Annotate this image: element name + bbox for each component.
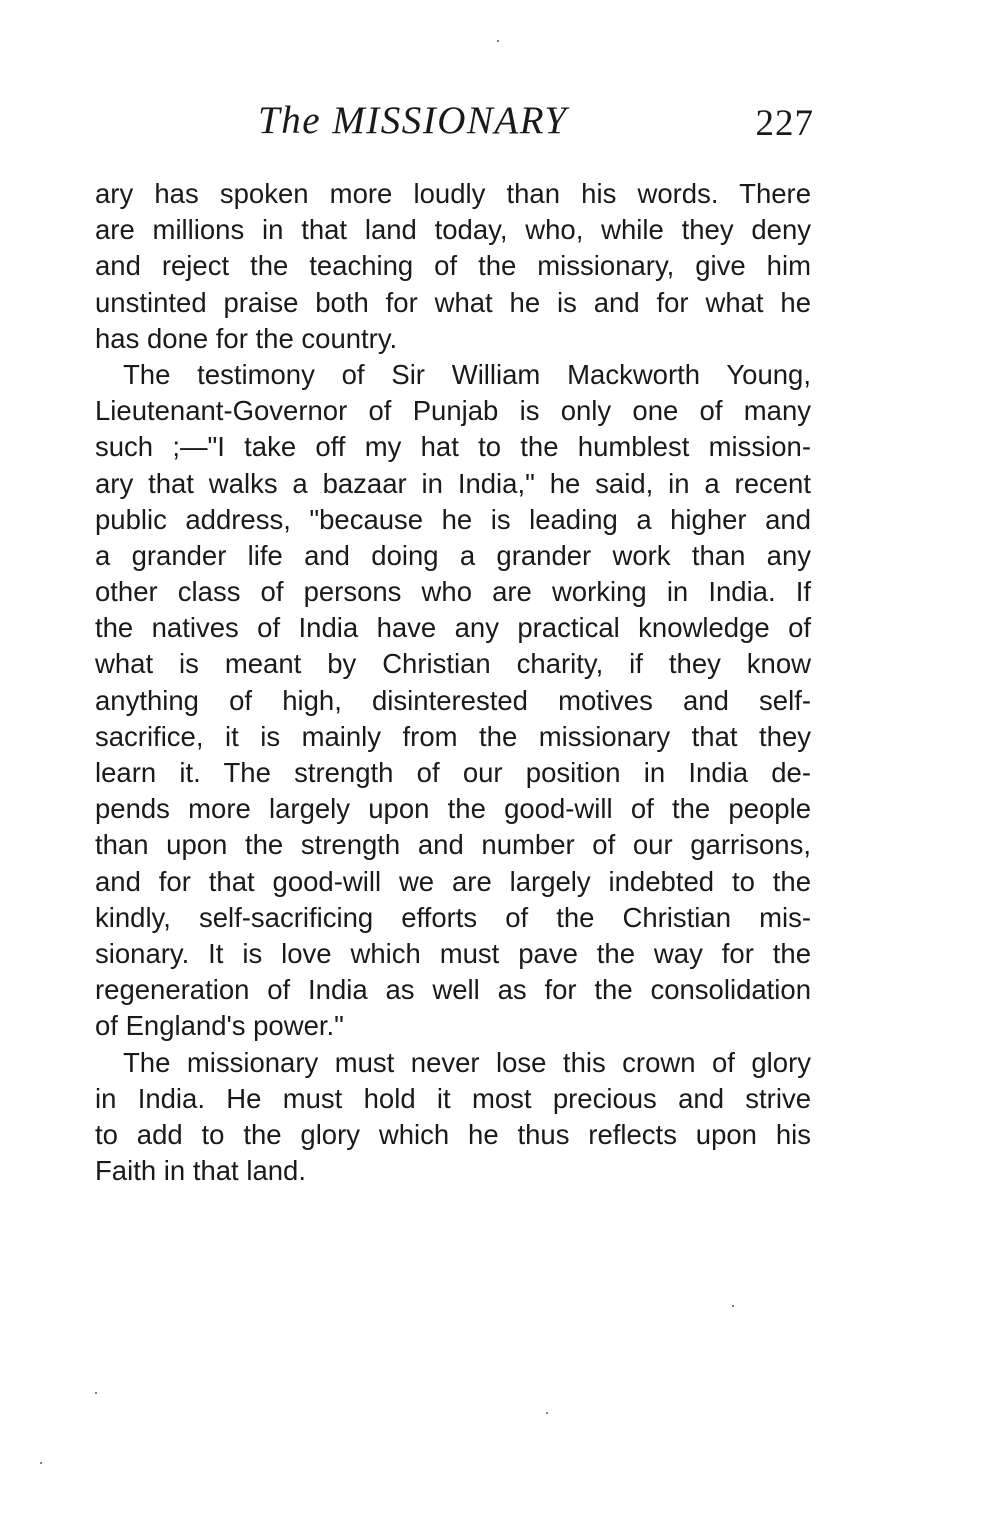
text-line: a grander life and doing a grander work than any: [95, 539, 811, 571]
text-line: and for that good-will we are largely indebted to the: [95, 865, 811, 897]
text-line: regeneration of India as well as for the consolidation: [95, 974, 811, 1006]
scan-speck: [497, 40, 499, 42]
page-number: 227: [755, 103, 814, 144]
text-line: Lieutenant-Governor of Punjab is only one of many: [95, 395, 811, 427]
scan-speck: [95, 1392, 97, 1394]
running-title: The MISSIONARY: [258, 99, 568, 142]
text-line: ary has spoken more loudly than his words. There: [95, 178, 811, 209]
text-line: The missionary must never lose this crown of glory: [123, 1046, 811, 1078]
text-line: of England's power.": [95, 1010, 344, 1042]
text-line: learn it. The strength of our position in India de-: [95, 757, 811, 788]
scan-speck: [732, 1305, 734, 1307]
text-line: Faith in that land.: [95, 1155, 306, 1187]
text-line: anything of high, disinterested motives and self-: [95, 684, 811, 716]
body-text: [95, 176, 811, 1189]
text-line: in India. He must hold it most precious and strive: [95, 1082, 811, 1114]
text-line: public address, "because he is leading a higher and: [95, 503, 811, 535]
paragraph-3: [95, 1045, 811, 1190]
text-line: to add to the glory which he thus reflects upon his: [95, 1118, 811, 1150]
text-line: kindly, self-sacrificing efforts of the Christian mis-: [95, 901, 811, 933]
text-line: sacrifice, it is mainly from the missionary that they: [95, 720, 811, 752]
paragraph-2: [95, 357, 811, 1045]
text-line: The testimony of Sir William Mackworth Young,: [123, 358, 811, 390]
text-line: ary that walks a bazaar in India," he said, in a recent: [95, 467, 811, 499]
text-line: the natives of India have any practical knowledge of: [95, 612, 811, 644]
text-line: pends more largely upon the good-will of the people: [95, 793, 811, 825]
running-head: [258, 98, 818, 158]
text-line: are millions in that land today, who, while they deny: [95, 214, 811, 246]
text-line: other class of persons who are working in India. If: [95, 576, 811, 608]
text-line: unstinted praise both for what he is and for what he: [95, 286, 811, 318]
text-line: than upon the strength and number of our garrisons,: [95, 829, 811, 861]
text-line: what is meant by Christian charity, if they know: [95, 648, 811, 680]
text-line: such ;—"I take off my hat to the humblest mission-: [95, 431, 811, 463]
scan-speck: [40, 1462, 42, 1464]
text-line: sionary. It is love which must pave the way for the: [95, 937, 811, 969]
scan-speck: [546, 1412, 548, 1414]
text-line: and reject the teaching of the missionary, give him: [95, 250, 811, 282]
text-line: has done for the country.: [95, 322, 398, 354]
paragraph-1: [95, 176, 811, 357]
